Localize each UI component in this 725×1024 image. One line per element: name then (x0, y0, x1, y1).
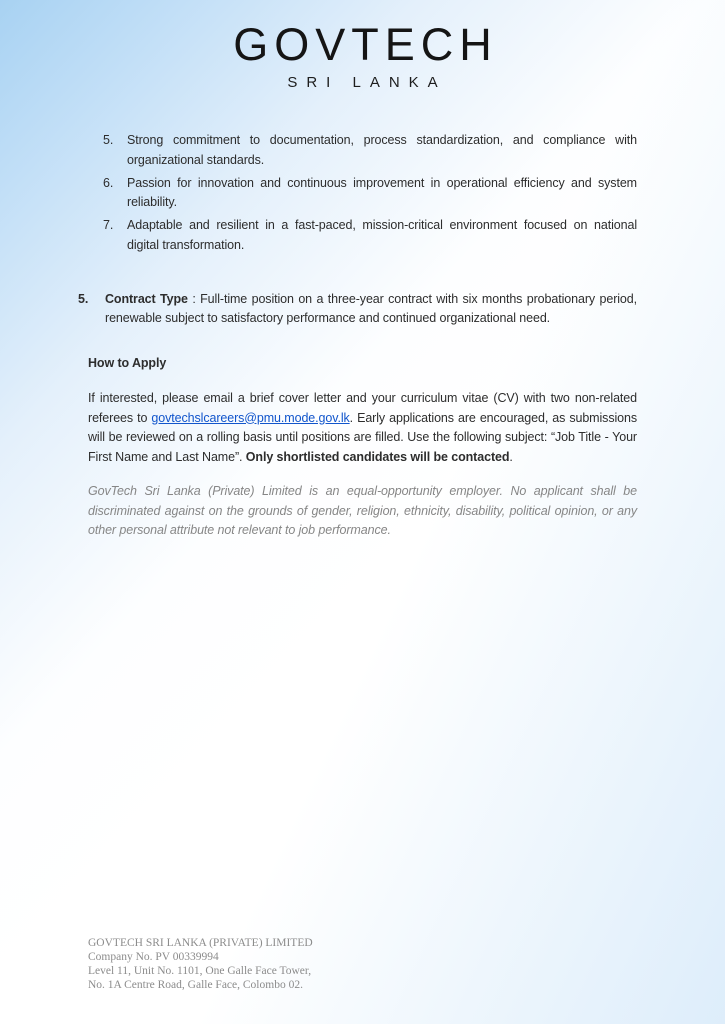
contract-type-separator: : (187, 291, 201, 306)
list-item-number: 7. (103, 218, 114, 232)
list-item-text: Passion for innovation and continuous improvement in operational efficiency and system reliability. (127, 175, 637, 210)
equal-opportunity-statement: GovTech Sri Lanka (Private) Limited is an equal-opportunity employer. No applicant shall be discriminated against on the grounds of gender, religion, ethnicity, disability, political opinion, or any other personal attribute not relevant to job performance. (88, 483, 637, 538)
how-to-apply-heading: How to Apply (88, 356, 167, 370)
shortlist-note: Only shortlisted candidates will be contacted (245, 450, 510, 464)
apply-followup-text: . Early applications are encouraged, as submissions will be reviewed on a rolling basis until positions are filled. Use the following subject: “Job Title - Your First Name and Last Name”. (88, 410, 638, 464)
logo-subtitle: SRI LANKA (287, 74, 447, 91)
logo (0, 0, 725, 91)
document-body (78, 131, 638, 541)
contract-type-label: Contract Type (105, 291, 188, 306)
footer-address-line-2: No. 1A Centre Road, Galle Face, Colombo 02. (88, 979, 303, 992)
list-item-number: 6. (103, 175, 114, 190)
list-item (88, 216, 637, 256)
list-item-number: 5. (103, 133, 114, 147)
list-item (88, 174, 637, 214)
email-link[interactable]: govtechslcareers@pmu.mode.gov.lk (151, 410, 350, 425)
company-footer (88, 936, 313, 992)
footer-company-name: GOVTECH SRI LANKA (PRIVATE) LIMITED (88, 937, 313, 949)
apply-closing-period: . (509, 450, 513, 464)
contract-type-section (78, 290, 638, 330)
contract-type-text (105, 290, 637, 330)
requirements-list (88, 131, 637, 256)
contract-type-number: 5. (78, 291, 89, 306)
footer-company-number: Company No. PV 00339994 (88, 951, 219, 964)
apply-intro-text: If interested, please email a brief cover letter and your curriculum vitae (CV) with two non-related referees to (88, 390, 637, 425)
contract-type-description: Full-time position on a three-year contract with six months probationary period, renewable subject to satisfactory performance and continued organizational need. (105, 291, 638, 326)
list-item-text: Adaptable and resilient in a fast-paced, mission-critical environment focused on national digital transformation. (127, 218, 637, 252)
apply-paragraph (88, 389, 637, 468)
list-item-text: Strong commitment to documentation, process standardization, and compliance with organizational standards. (127, 133, 637, 167)
logo-wordmark: GOVTECH (233, 19, 498, 70)
list-item (88, 131, 637, 171)
footer-address-line-1: Level 11, Unit No. 1101, One Galle Face Tower, (88, 965, 312, 978)
